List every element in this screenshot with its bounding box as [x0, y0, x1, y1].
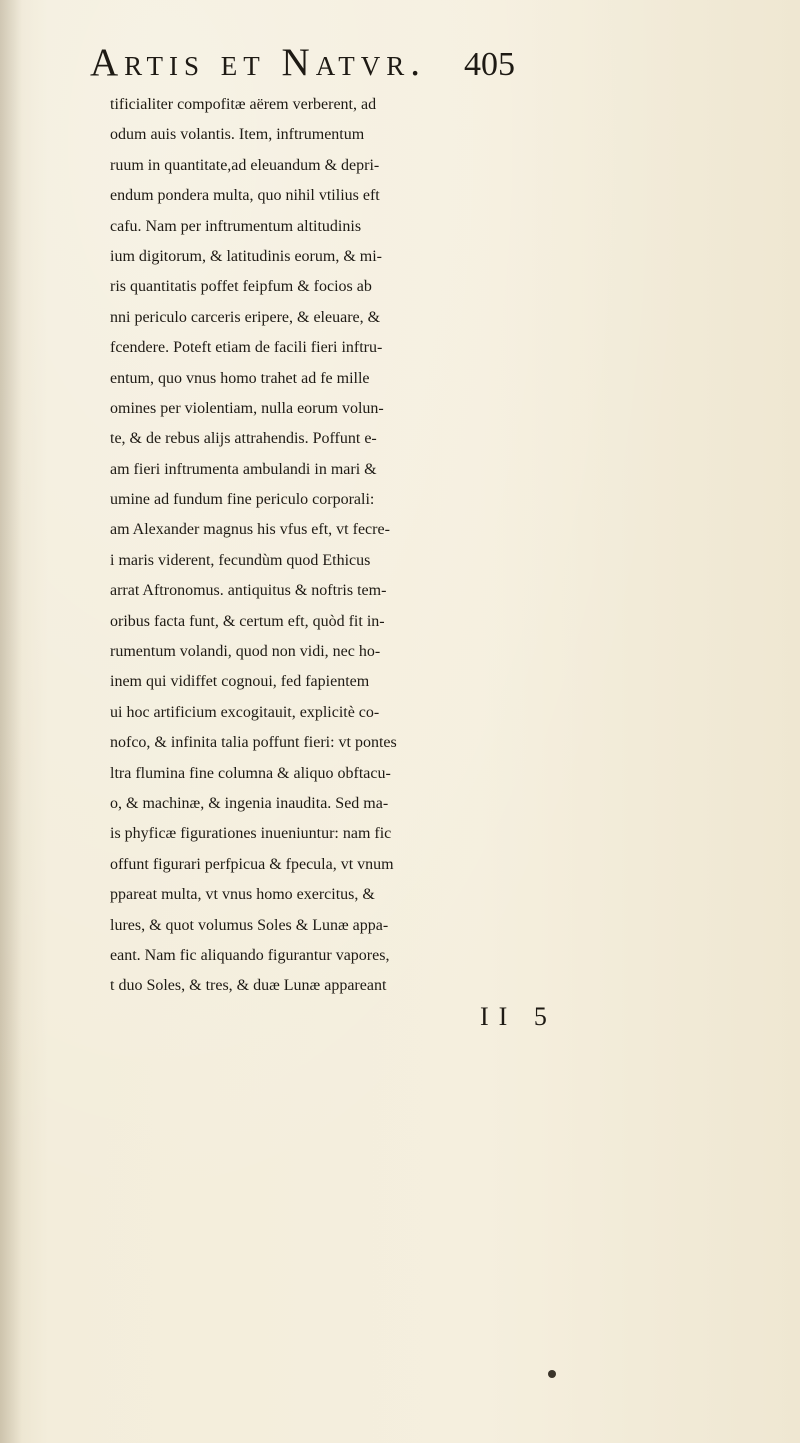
text-line: nofco, & infinita talia poffunt fieri: vt pontes: [110, 734, 397, 752]
text-line: ui hoc artificium excogitauit, explicitè co-: [110, 703, 380, 721]
text-line: ppareat multa, vt vnus homo exercitus, &: [110, 886, 375, 904]
text-line: tificialiter compofitæ aërem verberent, ad: [110, 96, 377, 113]
text-line: fcendere. Poteft etiam de facili fieri inftru-: [110, 339, 383, 357]
text-line: cafu. Nam per inftrumentum altitudinis: [110, 217, 362, 235]
text-line: ium digitorum, & latitudinis eorum, & mi-: [110, 247, 382, 265]
signature-mark: II 5: [480, 1002, 557, 1031]
page-number: 405: [463, 46, 515, 83]
text-line: o, & machinæ, & ingenia inaudita. Sed ma-: [110, 794, 389, 812]
text-line: arrat Aftronomus. antiquitus & noftris tem-: [110, 582, 387, 600]
text-line: ris quantitatis poffet feipfum & focios ab: [110, 278, 372, 296]
text-line: rumentum volandi, quod non vidi, nec ho-: [110, 643, 381, 661]
text-line: ruum in quantitate,ad eleuandum & depri-: [110, 156, 380, 174]
text-line: omines per violentiam, nulla eorum volun-: [110, 399, 384, 417]
text-line: te, & de rebus alijs attrahendis. Poffunt e-: [110, 430, 377, 448]
text-line: am Alexander magnus his vfus eft, vt fecre-: [110, 521, 390, 539]
gutter-shadow: [0, 0, 22, 1443]
text-line: ltra flumina fine columna & aliquo obftacu-: [110, 764, 391, 782]
body-text: [110, 90, 790, 1002]
text-line: lures, & quot volumus Soles & Lunæ appa-: [110, 916, 389, 934]
text-line: is phyficæ figurationes inueniuntur: nam fic: [110, 825, 392, 843]
text-line: t duo Soles, & tres, & duæ Lunæ appareant: [110, 977, 387, 995]
text-line: odum auis volantis. Item, inftrumentum: [110, 126, 365, 144]
text-line: entum, quo vnus homo trahet ad fe mille: [110, 369, 370, 387]
text-line: nni periculo carceris eripere, & eleuare, &: [110, 308, 381, 326]
text-line: am fieri inftrumenta ambulandi in mari &: [110, 460, 377, 478]
text-line: eant. Nam fic aliquando figurantur vapores,: [110, 946, 390, 964]
ink-speck: [548, 1370, 556, 1378]
text-line: offunt figurari perfpicua & fpecula, vt vnum: [110, 855, 394, 873]
text-line: i maris viderent, fecundùm quod Ethicus: [110, 551, 371, 569]
text-line: umine ad fundum fine periculo corporali:: [110, 491, 375, 509]
text-line: oribus facta funt, & certum eft, quòd fit in-: [110, 612, 385, 630]
text-line: inem qui vidiffet cognoui, fed fapientem: [110, 673, 370, 691]
running-head-title: Artis et Natvr.: [90, 41, 426, 84]
text-line: endum pondera multa, quo nihil vtilius eft: [110, 187, 380, 205]
running-head: [90, 40, 690, 90]
